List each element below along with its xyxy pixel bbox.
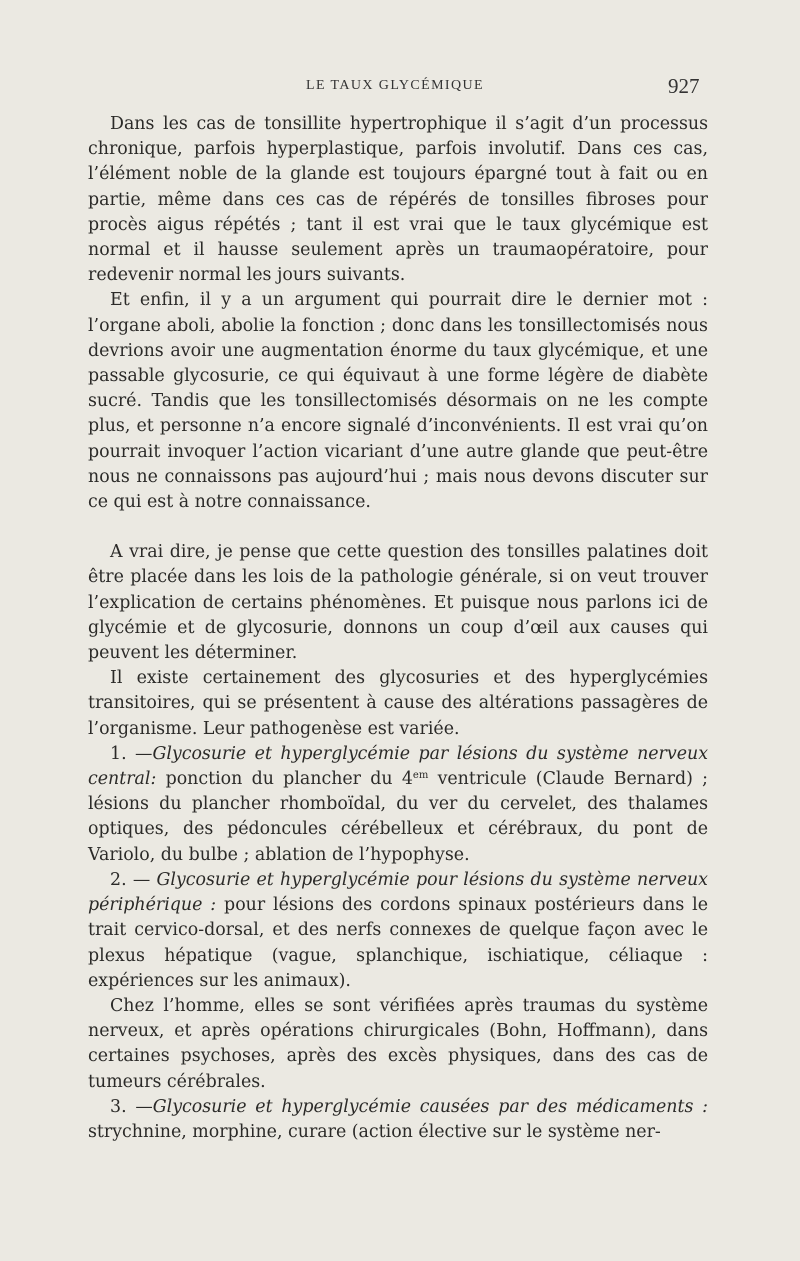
- paragraph-8: [88, 1095, 708, 1145]
- paragraph-5: [88, 742, 708, 868]
- page-number: 927: [668, 74, 700, 98]
- body-text: [88, 112, 708, 1145]
- paragraph-2: Et enfin, il y a un argument qui pourrait dire le dernier mot : l’organe aboli, abolie la fonction ; donc dans les tonsillectomisés nous devrions avoir une augmentation énorme du taux glycémique, et une passable glycosurie, ce qui équivaut à une forme légère de diabète sucré. Tandis que les tonsillectomisés désormais on ne les compte plus, et personne n’a encore signalé d’inconvénients. Il est vrai qu’on pourrait invoquer l’action vicariant d’une autre glande que peut-être nous ne connaissons pas aujourd’hui ; mais nous devons discuter sur ce qui est à notre connaissance.: [88, 290, 708, 513]
- item-number: 2. —: [110, 869, 151, 890]
- item-number: 3. —: [110, 1096, 153, 1117]
- paragraph-6: [88, 868, 708, 994]
- superscript: em: [412, 770, 429, 782]
- running-head: [0, 74, 800, 98]
- item-heading: Glycosurie et hyperglycémie par lésions du système nerveux central:: [88, 743, 708, 790]
- paragraph-text: pour lésions des cordons spinaux postérieurs dans le trait cervico-dorsal, et des nerfs connexes de quelque façon avec le plexus hépatique (vague, splanchique, ischiatique, céliaque : expériences sur les animaux).: [88, 895, 708, 991]
- paragraph-text: ponction du plancher du 4: [156, 769, 413, 790]
- item-heading: Glycosurie et hyperglycémie causées par des médicaments :: [152, 1096, 709, 1117]
- paragraph-text: strychnine, morphine, curare (action élective sur le système ner-: [88, 1121, 661, 1142]
- paragraph-text: ventricule (Claude Bernard) ; lésions du plancher rhomboïdal, du ver du cervelet, des thalames optiques, des pédoncules cérébelleux et cérébraux, du pont de Variolo, du bulbe ; ablation de l’hypophyse.: [88, 769, 708, 865]
- paragraph-1: Dans les cas de tonsillite hypertrophique il s’agit d’un processus chronique, parfois hyperplastique, parfois involutif. Dans ces cas, l’élément noble de la glande est toujours épargné tout à fait ou en partie, même dans ces cas de répérés de tonsilles fibroses pour procès aigus répétés ; tant il est vrai que le taux glycémique est normal et il hausse seulement après un traumaopératoire, pour redevenir normal les jours suivants.: [88, 114, 708, 286]
- paragraph-3: A vrai dire, je pense que cette question des tonsilles palatines doit être placée dans les lois de la pathologie générale, si on veut trouver l’explication de certains phénomènes. Et puisque nous parlons ici de glycémie et de glycosurie, donnons un coup d’œil aux causes qui peuvent les déterminer.: [88, 542, 708, 664]
- paragraph-4: Il existe certainement des glycosuries et des hyperglycémies transitoires, qui se présentent à cause des altérations passagères de l’organisme. Leur pathogenèse est variée.: [88, 668, 708, 739]
- item-number: 1. —: [110, 743, 153, 764]
- running-head-title: LE TAUX GLYCÉMIQUE: [306, 78, 484, 93]
- paragraph-7: Chez l’homme, elles se sont vérifiées après traumas du système nerveux, et après opérations chirurgicales (Bohn, Hoffmann), dans certaines psychoses, après des excès physiques, dans des cas de tumeurs cérébrales.: [88, 995, 708, 1092]
- item-heading: Glycosurie et hyperglycémie pour lésions du système nerveux périphérique :: [88, 869, 708, 916]
